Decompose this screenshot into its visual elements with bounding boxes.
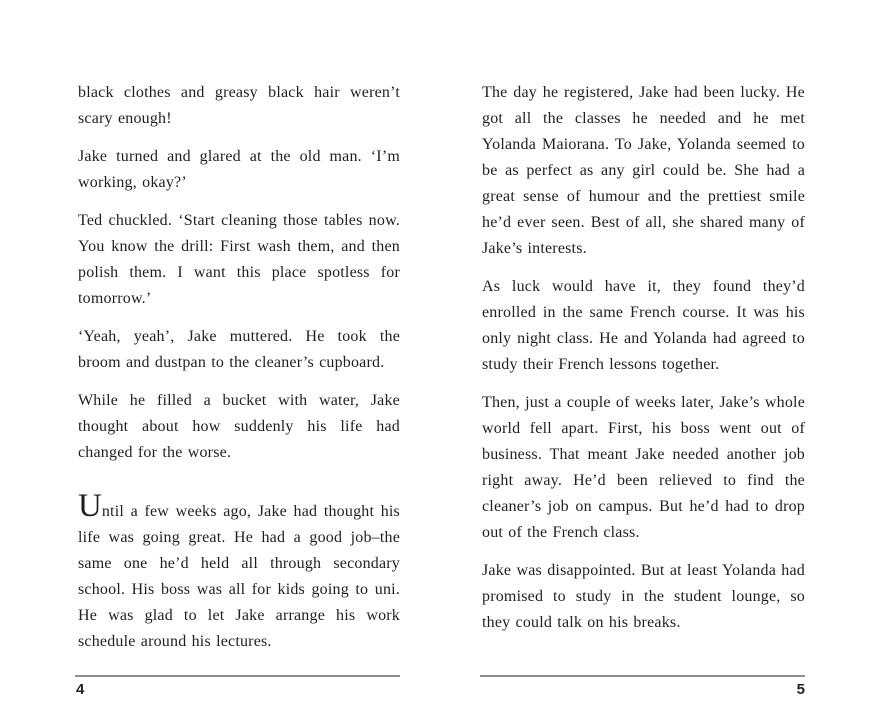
paragraph: Then, just a couple of weeks later, Jake’s whole world fell apart. First, his boss went out of business. That meant Jake needed another job right away. He’d been relieved to find the cleaner’s job on campus. But he’d had to drop out of the French class. bbox=[482, 394, 805, 541]
paragraph: black clothes and greasy black hair weren’t scary enough! bbox=[78, 84, 400, 127]
paragraph: As luck would have it, they found they’d enrolled in the same French course. It was his only night class. He and Yolanda had agreed to study their French lessons together. bbox=[482, 278, 805, 373]
left-page-footer-rule bbox=[75, 675, 400, 677]
left-page-number: 4 bbox=[76, 681, 85, 698]
paragraph: Jake was disappointed. But at least Yolanda had promised to study in the student lounge, so they could talk on his breaks. bbox=[482, 562, 805, 631]
paragraph: Ted chuckled. ‘Start cleaning those tables now. You know the drill: First wash them, and then polish them. I want this place spotless for tomorrow.’ bbox=[78, 212, 400, 307]
paragraph: While he filled a bucket with water, Jake thought about how suddenly his life had changed for the worse. bbox=[78, 392, 400, 461]
paragraph: The day he registered, Jake had been lucky. He got all the classes he needed and he met Yolanda Maiorana. To Jake, Yolanda seemed to be as perfect as any girl could be. She had a great sense of humour and the prettiest smile he’d ever seen. Best of all, she shared many of Jake’s interests. bbox=[482, 84, 805, 257]
left-page-text-column bbox=[78, 80, 400, 667]
right-page-number: 5 bbox=[796, 681, 805, 698]
section-start-paragraph bbox=[78, 488, 400, 655]
raised-initial-cap: U bbox=[78, 488, 102, 524]
section-paragraph-text: ntil a few weeks ago, Jake had thought his life was going great. He had a good job–the same one he’d held all through secondary school. His boss was all for kids going to uni. He was glad to let Jake arrange his work schedule around his lectures. bbox=[78, 503, 400, 650]
right-page-text-column bbox=[482, 80, 805, 648]
paragraph: ‘Yeah, yeah’, Jake muttered. He took the broom and dustpan to the cleaner’s cupboard. bbox=[78, 328, 400, 371]
paragraph: Jake turned and glared at the old man. ‘I’m working, okay?’ bbox=[78, 148, 400, 191]
right-page-footer-rule bbox=[480, 675, 805, 677]
